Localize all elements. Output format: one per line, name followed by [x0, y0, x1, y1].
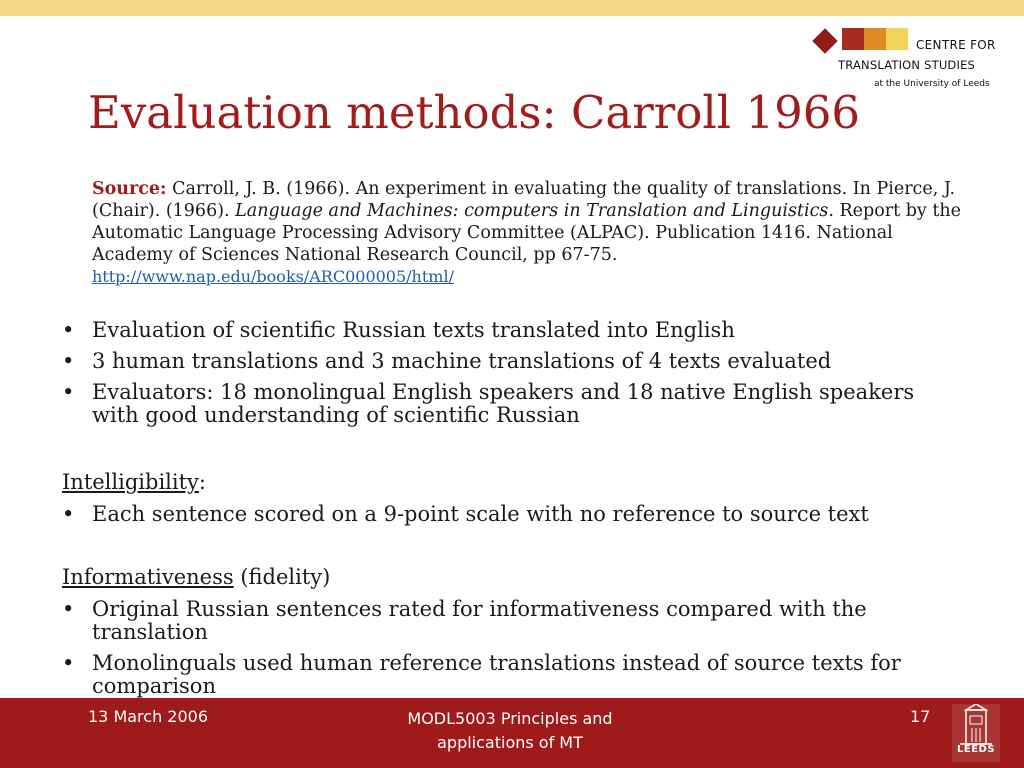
- top-accent-bar: [0, 0, 1024, 16]
- logo-line-1: CENTRE FOR: [916, 38, 996, 52]
- list-item: [62, 381, 962, 427]
- bullet-text: Original Russian sentences rated for informativeness compared with the translation: [92, 597, 867, 644]
- source-citation: [92, 178, 968, 288]
- main-bullet-list: [62, 319, 962, 435]
- intelligibility-heading: [62, 471, 206, 494]
- bullet-icon: •: [62, 380, 75, 404]
- list-item: [62, 503, 962, 526]
- logo-line-3: at the University of Leeds: [874, 79, 990, 89]
- informativeness-label: Informativeness: [62, 565, 234, 589]
- slide-title: Evaluation methods: Carroll 1966: [88, 86, 860, 139]
- footer-bar: [0, 698, 1024, 768]
- intelligibility-bullet-list: [62, 503, 962, 534]
- intelligibility-suffix: :: [198, 470, 206, 494]
- bullet-text: Each sentence scored on a 9-point scale with no reference to source text: [92, 502, 869, 526]
- footer-course: MODL5003 Principles and applications of MT: [407, 709, 613, 752]
- page-number: 17: [910, 707, 931, 726]
- source-link[interactable]: http://www.nap.edu/books/ARC000005/html/: [92, 267, 454, 286]
- source-text-2: . Report by the Automatic Language Processing Advisory Committee (ALPAC). Publication 1416. National Academy of Sciences National Research Council, pp 67-75.: [92, 201, 962, 265]
- bullet-icon: •: [62, 349, 75, 373]
- bullet-text: Evaluators: 18 monolingual English speakers and 18 native English speakers with good understanding of scientific Russian: [92, 380, 915, 427]
- bullet-icon: •: [62, 651, 75, 675]
- bullet-text: Evaluation of scientific Russian texts translated into English: [92, 318, 735, 342]
- bullet-text: 3 human translations and 3 machine translations of 4 texts evaluated: [92, 349, 832, 373]
- bullet-icon: •: [62, 318, 75, 342]
- university-name: LEEDS: [957, 744, 996, 755]
- source-label: Source:: [92, 179, 167, 199]
- bullet-icon: •: [62, 502, 75, 526]
- list-item: [62, 319, 962, 342]
- logo-line-2: TRANSLATION STUDIES: [838, 58, 976, 72]
- footer-date: 13 March 2006: [88, 707, 209, 726]
- intelligibility-label: Intelligibility: [62, 470, 199, 494]
- list-item: [62, 652, 962, 698]
- bullet-text: Monolinguals used human reference translations instead of source texts for comparison: [92, 651, 901, 698]
- bullet-icon: •: [62, 597, 75, 621]
- source-book-title: Language and Machines: computers in Translation and Linguistics: [235, 201, 829, 221]
- list-item: [62, 350, 962, 373]
- source-text-1: Carroll, J. B. (1966). An experiment in evaluating the quality of translations. In Pierce, J. (Chair). (1966).: [92, 179, 956, 221]
- informativeness-bullet-list: [62, 598, 962, 706]
- list-item: [62, 598, 962, 644]
- informativeness-suffix: (fidelity): [233, 565, 331, 589]
- informativeness-heading: [62, 566, 330, 589]
